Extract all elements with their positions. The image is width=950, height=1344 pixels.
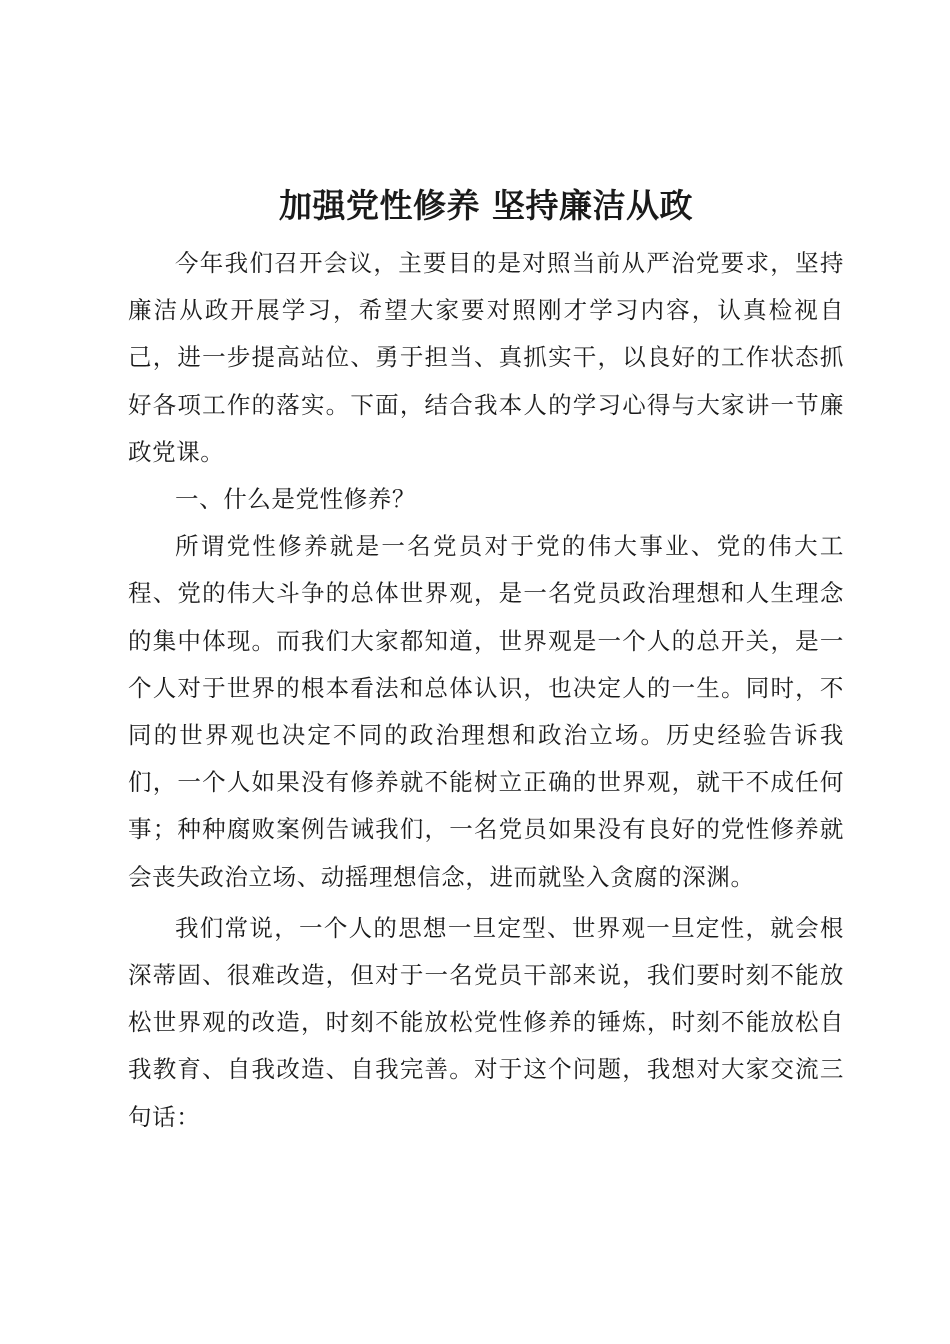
paragraph-intro: 今年我们召开会议，主要目的是对照当前从严治党要求，坚持廉洁从政开展学习，希望大家要对照刚才学习内容，认真检视自己，进一步提高站位、勇于担当、真抓实干，以良好的工作状态抓好各项工作的落实。下面，结合我本人的学习心得与大家讲一节廉政党课。 <box>128 249 844 466</box>
document-title: 加强党性修养 坚持廉洁从政 <box>279 186 693 225</box>
paragraph-definition: 所谓党性修养就是一名党员对于党的伟大事业、党的伟大工程、党的伟大斗争的总体世界观，是一名党员政治理想和人生理念的集中体现。而我们大家都知道，世界观是一个人的总开关，是一个人对于世界的根本看法和总体认识，也决定人的一生。同时，不同的世界观也决定不同的政治理想和政治立场。历史经验告诉我们，一个人如果没有修养就不能树立正确的世界观，就干不成任何事；种种腐败案例告诫我们，一名党员如果没有良好的党性修养就会丧失政治立场、动摇理想信念，进而就坠入贪腐的深渊。 <box>128 532 844 891</box>
document-page <box>128 178 844 1141</box>
section-heading-1: 一、什么是党性修养？ <box>175 485 416 514</box>
paragraph-worldview: 我们常说，一个人的思想一旦定型、世界观一旦定性，就会根深蒂固、很难改造，但对于一名党员干部来说，我们要时刻不能放松世界观的改造，时刻不能放松党性修养的锤炼，时刻不能放松自我教育、自我改造、自我完善。对于这个问题，我想对大家交流三句话： <box>128 913 844 1131</box>
